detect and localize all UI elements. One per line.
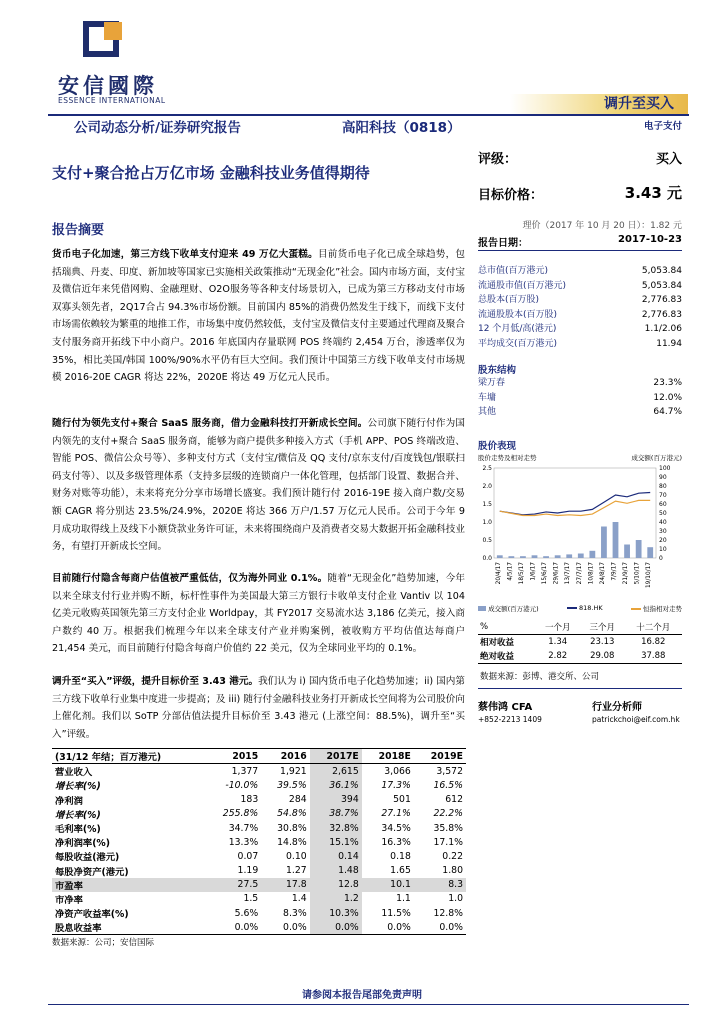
rating-banner: 调升至买入: [510, 94, 688, 114]
volume-bar: [566, 554, 572, 558]
analyst-block: [478, 698, 682, 724]
x-tick-label: 7/9/17: [611, 562, 618, 581]
table-row: 净利润率(%) 13.3% 14.8% 15.1% 16.3% 17.1%: [55, 836, 463, 850]
x-tick-label: 4/5/17: [507, 562, 514, 581]
table-row: 相对收益 1.34 23.13 16.82: [480, 637, 666, 648]
legend-stock: 818.HK: [567, 604, 603, 613]
analyst-name: 蔡伟鸿 CFA: [478, 702, 533, 713]
shareholder-row: 梁万春 23.3%: [478, 378, 682, 388]
price-chart: [476, 460, 684, 605]
y-right-tick-label: 0: [659, 555, 663, 562]
table-row: 净利润 183 284 394 501 612: [55, 794, 463, 807]
key-data-row: 流通股股本(百万股) 2,776.83: [478, 309, 682, 320]
report-date-value: 2017-10-23: [618, 234, 682, 245]
logo-mark-icon: [82, 20, 124, 62]
financial-header-row: (31/12 年结；百万港元) 2015 2016 2017E 2018E 2019E: [52, 749, 466, 764]
volume-bar: [647, 547, 653, 558]
shareholding-list: [478, 376, 682, 420]
volume-bar: [624, 545, 630, 559]
paragraph-3: [52, 570, 465, 658]
rating-value: 买入: [655, 152, 682, 167]
report-date-label: 报告日期：: [478, 238, 528, 249]
y-left-tick-label: 0.5: [482, 537, 492, 544]
chart-plot-area: [494, 468, 656, 558]
table-row: 增长率(%) 255.8% 54.8% 38.7% 27.1% 22.2%: [55, 808, 463, 821]
x-tick-label: 24/8/17: [599, 562, 606, 585]
table-row: 每股净资产(港元) 1.19 1.27 1.48 1.65 1.80: [55, 865, 463, 878]
y-right-tick-label: 80: [659, 483, 667, 490]
sector-label: 电子支付: [643, 121, 682, 132]
performance-header-row: % 一个月 三个月 十二个月: [478, 620, 682, 635]
p3-bold: 目前随行付隐含每商户估值被严重低估，仅为海外同业 0.1%。: [52, 573, 328, 584]
footer-divider: [48, 1004, 689, 1005]
x-tick-label: 10/8/17: [588, 562, 595, 585]
analyst-title: 行业分析师: [592, 702, 642, 713]
x-tick-label: 21/9/17: [623, 562, 630, 585]
report-title: 支付+聚合抢占万亿市场 金融科技业务值得期待: [52, 164, 370, 182]
legend-hsi: 恒指相对走势: [631, 604, 682, 613]
target-price-value: 3.43 元: [624, 184, 682, 202]
legend-volume: 成交额(百万港元): [478, 604, 539, 613]
y-right-tick-label: 20: [659, 537, 667, 544]
y-left-tick-label: 0.0: [482, 555, 492, 562]
volume-bar: [520, 556, 526, 558]
analyst-phone: +852-2213 1409: [478, 715, 542, 724]
volume-bar: [601, 527, 607, 559]
x-tick-label: 5/10/17: [634, 562, 641, 585]
key-data-row: 流通股市值(百万港元) 5,053.84: [478, 280, 682, 291]
shareholding-heading: 股东结构: [478, 365, 517, 376]
table-row: 营业收入 1,377 1,921 2,615 3,066 3,572: [52, 764, 466, 779]
volume-bar: [532, 555, 538, 558]
table-row: 增长率(%) -10.0% 39.5% 36.1% 17.3% 16.5%: [55, 779, 463, 793]
chart-left-caption: 股价走势及相对走势: [478, 454, 537, 462]
p1-bold: 货币电子化加速，第三方线下收单支付迎来 49 万亿大蛋糕。: [52, 249, 318, 260]
logo-name-en: ESSENCE INTERNATIONAL: [58, 96, 166, 105]
volume-bar: [543, 556, 549, 558]
p2-text: 公司旗下随行付作为国内领先的支付+聚合 SaaS 服务商，能够为商户提供多种接入方式（手机 APP、POS 终端改造、智能 POS、微信公众号等）、多种支付方式（支付宝/微信及 QQ 支付/京东支付/百度钱包/银联扫码支付等）、以及多级管理体系（支持多层级的连锁商户一体化管理，包括部门设置、数据合并、财务对账等功能），未来将充分分享市场增长盛宴。我们预计随行付 2016-19E 接入商户数/交易额 CAGR 将分别达 23.5%/24.9%，2020E 将达 366 万户/1.57 万亿元人民币。公司于今年 9 月成功取得线上及线下小额贷款业务许可证，未来将围绕商户及消费者交易大数据开拓金融科技业务，有望打开新成长空间。: [52, 418, 465, 553]
x-tick-label: 13/7/17: [565, 562, 572, 585]
disclaimer-note: 请参阅本报告尾部免责声明: [302, 990, 422, 1001]
table-row: 市盈率 27.5 17.8 12.8 10.1 8.3: [52, 878, 466, 892]
chart-legend: [478, 604, 682, 613]
volume-bar: [589, 551, 595, 558]
y-right-tick-label: 10: [659, 546, 667, 553]
price-note: 理价（2017 年 10 月 20 日）：1.82 元: [522, 221, 682, 231]
key-data-row: 平均成交(百万港元) 11.94: [478, 338, 682, 349]
y-right-tick-label: 60: [659, 501, 667, 508]
target-price-label: 目标价格：: [478, 188, 544, 203]
table-row: 股息收益率 0.0% 0.0% 0.0% 0.0% 0.0%: [52, 920, 466, 935]
y-left-tick-label: 2.5: [482, 465, 492, 472]
y-right-tick-label: 50: [659, 510, 667, 517]
x-tick-label: 1/6/17: [530, 562, 537, 581]
financial-table: [52, 748, 466, 935]
key-data-row: 12 个月低/高(港元) 1.1/2.06: [478, 324, 682, 335]
table-row: 毛利率(%) 34.7% 30.8% 32.8% 34.5% 35.8%: [55, 822, 463, 836]
chart-right-caption: 成交额(百万港元): [631, 454, 682, 462]
y-right-tick-label: 40: [659, 519, 667, 526]
x-tick-label: 19/10/17: [646, 562, 653, 589]
series-line-price: [500, 500, 650, 515]
volume-bar: [508, 556, 514, 558]
analyst-email[interactable]: patrickchoi@eif.com.hk: [592, 715, 680, 724]
paragraph-1: [52, 246, 465, 387]
volume-bar: [555, 555, 561, 558]
financial-source: 数据来源：公司；安信国际: [52, 938, 155, 948]
key-data-row: 总股本(百万股) 2,776.83: [478, 295, 682, 306]
y-left-tick-label: 2.0: [482, 483, 492, 490]
x-tick-label: 20/4/17: [495, 562, 502, 585]
key-data-row: 总市值(百万港元) 5,053.84: [478, 266, 682, 276]
paragraph-2: [52, 415, 465, 556]
p1-text: 目前货币电子化已成全球趋势，包括瑞典、丹麦、印度、新加坡等国家已实施相关政策推动“无现金化”社会。国内市场方面，支付宝及微信近年来凭借网购、金融理财、O2O服务等各种支付场景切入，已成为第三方移动支付市场双寡头领先者，2Q17合占 94.3%市场份额。目前国内 85%的消费仍然发生于线下，而线下支付市场需依赖较为繁重的地推工作，市场集中度仍然较低，支付宝及微信支付主要通过代理商及聚合支付服务商开拓线下中小商户。2016 年底国内存量联网 POS 终端约 2,454 万台，渗透率仅为 35%，相比美国/韩国 100%/90%水平仍有巨大空间。我们预计中国第三方线下收单支付市场规模 2016-20E CAGR 将达 22%，2020E 将达 49 万亿元人民币。: [52, 249, 466, 384]
table-row: 绝对收益 2.82 29.08 37.88: [478, 649, 682, 664]
y-left-tick-label: 1.0: [482, 519, 492, 526]
p4-text: 我们认为 i) 国内货币电子化趋势加速；ii) 国内第三方线下收单行业集中度进一步提高；及 iii) 随行付金融科技业务打开新成长空间将为公司股价向上催化剂。我们以 SoTP 分部估值法提升目标价至 3.43 港元 (上涨空间：88.5%)，调升至“买入”评级。: [52, 676, 465, 740]
rating-divider: [478, 250, 682, 251]
x-tick-label: 27/7/17: [576, 562, 583, 585]
x-tick-label: 29/6/17: [553, 562, 560, 585]
performance-source: 数据来源：彭博、港交所、公司: [480, 672, 600, 682]
volume-bar: [497, 555, 503, 558]
performance-heading: 股价表现: [478, 441, 517, 452]
x-tick-label: 15/6/17: [542, 562, 549, 585]
performance-table: [478, 620, 682, 664]
analyst-divider: [478, 688, 682, 689]
paragraph-4: [52, 673, 465, 743]
p4-bold: 调升至“买入”评级，提升目标价至 3.43 港元。: [52, 676, 259, 687]
y-right-tick-label: 100: [659, 465, 671, 472]
table-row: 每股收益(港元) 0.07 0.10 0.14 0.18 0.22: [55, 850, 463, 864]
rating-label: 评级：: [478, 152, 518, 167]
y-left-tick-label: 1.5: [482, 501, 492, 508]
company-name: 高阳科技（0818）: [342, 120, 461, 136]
summary-heading: 报告摘要: [52, 223, 105, 238]
y-right-tick-label: 90: [659, 474, 667, 481]
shareholder-row: 其他 64.7%: [478, 407, 682, 418]
volume-bar: [613, 522, 619, 558]
table-row: 市净率 1.5 1.4 1.2 1.1 1.0: [55, 893, 463, 906]
shareholder-row: 车墉 12.0%: [478, 392, 682, 403]
report-type: 公司动态分析/证券研究报告: [74, 120, 241, 136]
p3-text: 随着“无现金化”趋势加速，今年以来全球支付行业并购不断，标杆性事件为美国最大第三方银行卡收单支付企业 Vantiv 以 104 亿美元收购英国领先第三方支付企业 Worldpay，其 FY2017 交易流水达 3,186 亿美元，接入商户数约 40 万。根据我们梳理今年以来全球支付产业并购案例，被收购方平均估值达每商户 21,454 美元，而目前随行付隐含每商户价值约 22 美元，仅为全球同业平均的 0.1%。: [52, 573, 465, 655]
y-right-tick-label: 30: [659, 528, 667, 535]
logo-name-cn: 安信國際: [58, 73, 158, 98]
x-tick-label: 18/5/17: [518, 562, 525, 585]
y-right-tick-label: 70: [659, 492, 667, 499]
table-row: 净资产收益率(%) 5.6% 8.3% 10.3% 11.5% 12.8%: [55, 907, 463, 921]
volume-bar: [636, 540, 642, 558]
volume-bar: [578, 554, 584, 559]
p2-bold: 随行付为领先支付+聚合 SaaS 服务商，借力金融科技打开新成长空间。: [52, 418, 368, 429]
key-data-list: [478, 264, 682, 352]
